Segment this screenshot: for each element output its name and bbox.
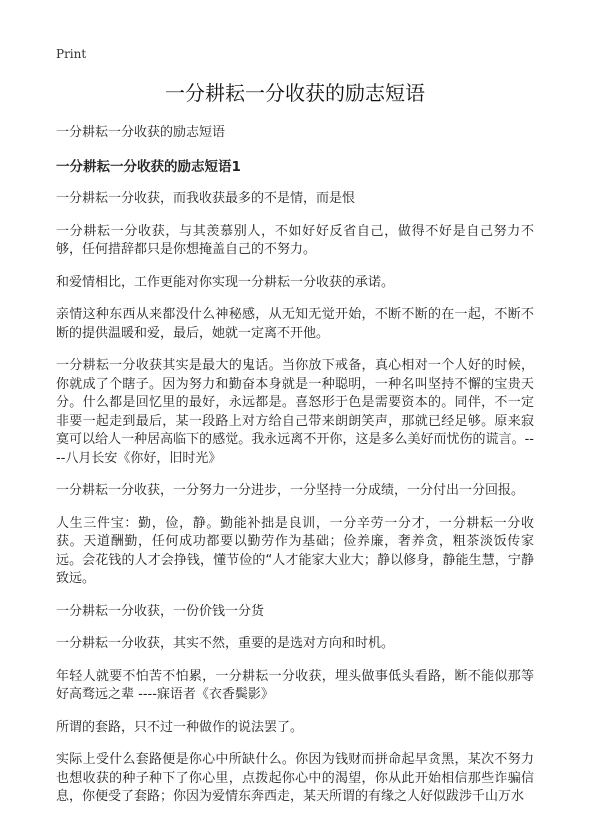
subtitle: 一分耕耘一分收获的励志短语 xyxy=(56,125,226,140)
paragraph: 亲情这种东西从来都没什么神秘感，从无知无觉开始，不断不断的在一起，不断不断的提供温暖和爱，最后，她就一定离不开他。 xyxy=(56,307,534,341)
print-link[interactable]: Print xyxy=(56,47,87,61)
paragraph: 人生三件宝：勤，俭，静。勤能补拙是良训，一分辛劳一分才，一分耕耘一分收获。天道酬勤，任何成功都要以勤劳作为基础；俭养廉，奢养贪，粗茶淡饭传家远。会花钱的人才会挣钱，懂节俭的“人才能家大业大；静以修身，静能生慧，宁静致远。 xyxy=(56,515,534,586)
paragraph: 一分耕耘一分收获，一分努力一分进步，一分坚持一分成绩，一分付出一分回报。 xyxy=(56,483,525,498)
paragraph: 一分耕耘一分收获，其实不然，重要的是选对方向和时机。 xyxy=(56,636,395,651)
paragraph: 实际上受什么套路便是你心中所缺什么。你因为钱财而拼命起早贪黑，某次不努力也想收获的种子种下了你心里，点拨起你心中的渴望，你从此开始相信那些诈骗信息，你便受了套路；你因为爱情东奔西走，某天所谓的有缘之人好似跋涉千山万水 xyxy=(56,752,534,804)
paragraph: 和爱情相比，工作更能对你实现一分耕耘一分收获的承诺。 xyxy=(56,274,395,290)
paragraph: 一分耕耘一分收获，一份价钱一分货 xyxy=(56,603,265,619)
paragraph: 一分耕耘一分收获，而我收获最多的不是情，而是恨 xyxy=(56,191,356,206)
paragraph: 年轻人就要不怕苦不怕累，一分耕耘一分收获，埋头做事低头看路，断不能似那等好高骛远之辈 ----寐语者《衣香鬓影》 xyxy=(56,668,534,702)
paragraph: 所谓的套路，只不过一种做作的说法罢了。 xyxy=(56,719,304,735)
page-title: 一分耕耘一分收获的励志短语 xyxy=(165,81,425,105)
paragraph: 一分耕耘一分收获其实是最大的鬼话。当你放下戒备，真心相对一个人好的时候，你就成了个瞎子。因为努力和勤奋本身就是一种聪明，一种名叫坚持不懈的宝贵天分。什么都是回忆里的最好，永远都是。喜怒形于色是需要资本的。同伴，不一定非要一起走到最后，某一段路上对方给自己带来朗朗笑声，那就已经足够。原来寂寞可以给人一种居高临下的感觉。我永远离不开你，这是多么美好而忧伤的谎言。----八月长安《你好，旧时光》 xyxy=(56,358,534,466)
section-heading: 一分耕耘一分收获的励志短语1 xyxy=(56,159,241,175)
paragraph: 一分耕耘一分收获，与其羡慕别人，不如好好反省自己，做得不好是自己努力不够，任何措辞都只是你想掩盖自己的不努力。 xyxy=(56,223,534,257)
